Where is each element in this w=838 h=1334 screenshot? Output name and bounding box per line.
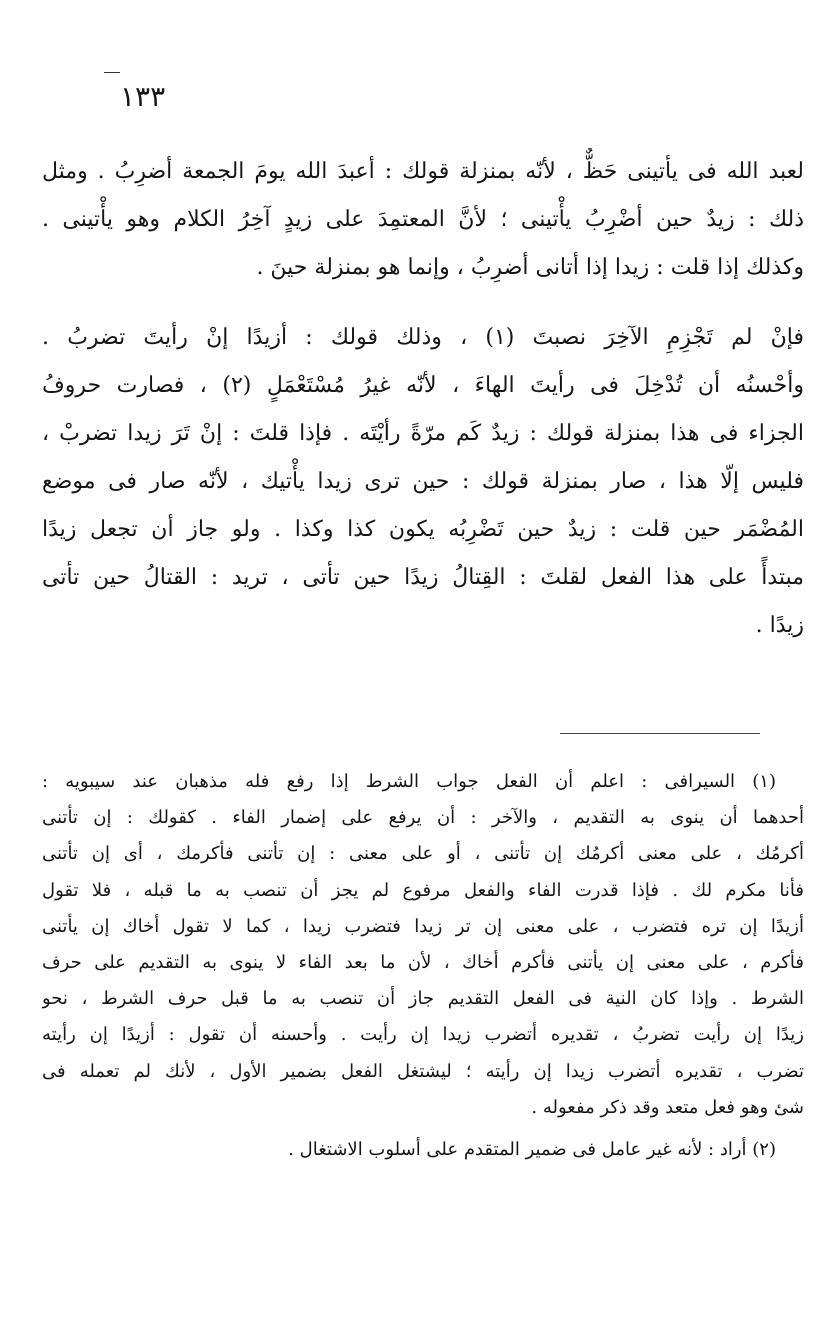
footnote-line: شئ وهو فعل متعد وقد ذكر مفعوله . [531, 1096, 804, 1118]
footnote-line: الشرط . وإذا كان النية فى الفعل التقديم جاز أن تنصب به ما قبل حرف الشرط ، نحو [42, 988, 804, 1010]
page-number: ١٣٣ [120, 80, 166, 113]
footnote-2: (٢) أراد : لأنه غير عامل فى ضمير المتقدم على أسلوب الاشتغال . [288, 1138, 776, 1160]
text-line: وأحْسنُه أن تُدْخِلَ فى رأيتَ الهاءَ ، لأنّه غيرُ مُسْتَعْمَلٍ (٢) ، فصارت حروفُ [42, 373, 804, 398]
footnotes [42, 764, 804, 1168]
footnote-line: أزيدًا إن تره فتضرب ، على معنى إن تر زيدا فتضرب زيدا ، كما لا تقول أخاك إن يأتنى [42, 915, 804, 937]
text-line: زيدًا . [755, 613, 804, 638]
page-number-rule [104, 72, 120, 73]
text-line: الجزاء فى هذا بمنزلة قولك : زيدٌ كَم مرّةً رأيْتَه . فإذا قلتَ : إنْ تَرَ زيدا تضربْ ، [42, 421, 804, 446]
footnote-line: أحدهما أن ينوى به التقديم ، والآخر : أن يرفع على إضمار الفاء . كقولك : إن تأتنى [42, 807, 804, 829]
footnote-line: فأكرم ، على معنى إن يأتنى فأكرم أخاك ، لأن ما بعد الفاء لا ينوى به التقديم على حرف [42, 951, 804, 973]
text-line: فليس إلّا هذا ، صار بمنزلة قولك : حين ترى زيدا يأْتيك ، لأنّه صار فى موضع [42, 469, 804, 494]
footnote-line: أكرمُك ، على معنى أكرمُك إن تأتنى ، أو على معنى : إن تأتنى فأكرمك ، أى إن تأتنى [42, 843, 804, 865]
footnote-line: فأنا مكرم لك . فإذا قدرت الفاء والفعل مرفوع لم يجز أن تنصب به ما قبله ، فلا تقول [42, 879, 804, 901]
text-line: وكذلك إذا قلت : زيدا إذا أتانى أضرِبُ ، وإنما هو بمنزلة حينَ . [256, 255, 804, 280]
text-line: مبتدأً على هذا الفعل لقلتَ : القِتالُ زيدًا حين تأتى ، تريد : القتالُ حين تأتى [42, 565, 804, 590]
footnote-line: زيدًا إن رأيت تضربُ ، تقديره أتضرب زيدا إن رأيت . وأحسنه أن تقول : أزيدًا إن رأيته [42, 1024, 804, 1046]
footnote-line: تضرب ، تقديره أتضرب زيدا إن رأيته ؛ ليشتغل الفعل بضمير الأول ، لأنك لم تعمله فى [42, 1060, 804, 1082]
main-text [42, 148, 804, 650]
text-line: ذلك : زيدٌ حين أضْرِبُ يأْتينى ؛ لأنَّ المعتمِدَ على زيدٍ آخِرُ الكلام وهو يأْتينى . [42, 207, 804, 232]
text-line: فإنْ لم تَجْزِمِ الآخِرَ نصبتَ (١) ، وذلك قولك : أزيدًا إنْ رأيتَ تضربُ . [42, 325, 804, 350]
paragraph-gap [42, 292, 804, 314]
footnote-divider [560, 733, 760, 734]
text-line: المُضْمَر حين قلت : زيدٌ حين تَضْرِبُه يكون كذا وكذا . ولو جاز أن تجعل زيدًا [42, 517, 804, 542]
footnote-line: (١) السيرافى : اعلم أن الفعل جواب الشرط إذا رفع فله مذهبان عند سيبويه : [42, 771, 776, 792]
text-line: لعبد الله فى يأتينى حَظٌّ ، لأنّه بمنزلة قولك : أعبدَ الله يومَ الجمعة أضرِبُ . ومثل [42, 159, 804, 184]
